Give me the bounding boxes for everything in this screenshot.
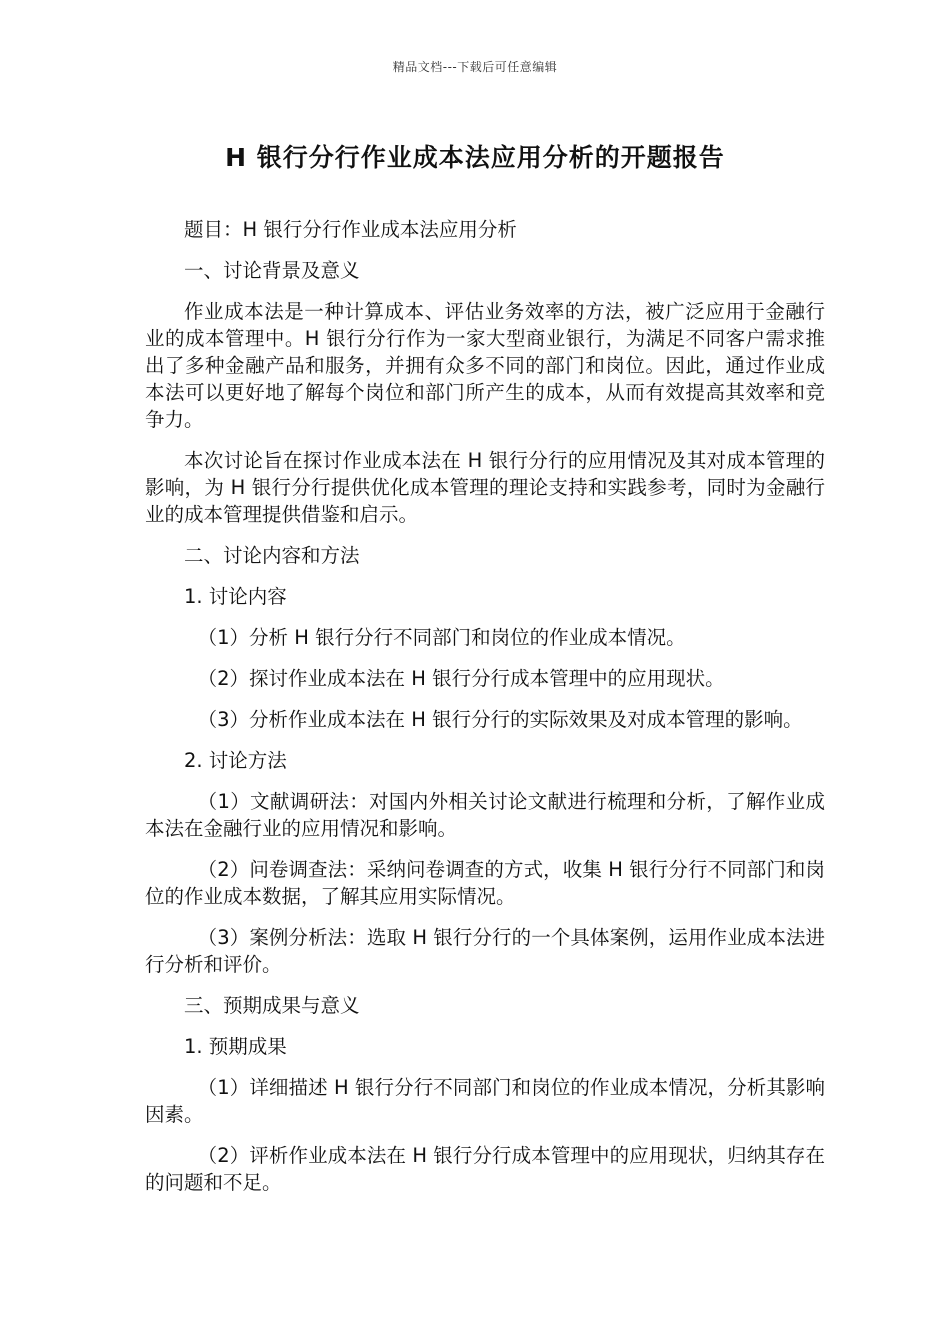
paragraph-background: 作业成本法是一种计算成本、评估业务效率的方法，被广泛应用于金融行业的成本管理中。H 银行分行作为一家大型商业银行，为满足不同客户需求推出了多种金融产品和服务，并拥有众多不同的部门和岗位。因此，通过作业成本法可以更好地了解每个岗位和部门所产生的成本，从而有效提高其效率和竞争力。: [145, 300, 825, 431]
method-item-3: （3）案例分析法：选取 H 银行分行的一个具体案例，运用作业成本法进行分析和评价。: [145, 926, 825, 976]
subheading-results: 1. 预期成果: [184, 1035, 287, 1058]
content-item-3: （3）分析作业成本法在 H 银行分行的实际效果及对成本管理的影响。: [197, 708, 803, 731]
document-title: H 银行分行作业成本法应用分析的开题报告: [225, 143, 725, 172]
content-item-2: （2）探讨作业成本法在 H 银行分行成本管理中的应用现状。: [197, 667, 725, 690]
method-item-2: （2）问卷调查法：采纳问卷调查的方式，收集 H 银行分行不同部门和岗位的作业成本数据，了解其应用实际情况。: [145, 858, 825, 908]
subheading-content: 1. 讨论内容: [184, 585, 287, 608]
method-item-1: （1）文献调研法：对国内外相关讨论文献进行梳理和分析，了解作业成本法在金融行业的应用情况和影响。: [145, 790, 825, 840]
section-heading-3: 三、预期成果与意义: [184, 994, 360, 1017]
result-item-1: （1）详细描述 H 银行分行不同部门和岗位的作业成本情况，分析其影响因素。: [145, 1076, 825, 1126]
subheading-method: 2. 讨论方法: [184, 749, 287, 772]
header-note: 精品文档---下载后可任意编辑: [392, 60, 558, 74]
section-heading-1: 一、讨论背景及意义: [184, 259, 360, 282]
topic-line: 题目：H 银行分行作业成本法应用分析: [184, 218, 517, 241]
result-item-2: （2）评析作业成本法在 H 银行分行成本管理中的应用现状，归纳其存在的问题和不足。: [145, 1144, 825, 1194]
content-item-1: （1）分析 H 银行分行不同部门和岗位的作业成本情况。: [197, 626, 686, 649]
document-body: [145, 216, 825, 1210]
paragraph-purpose: 本次讨论旨在探讨作业成本法在 H 银行分行的应用情况及其对成本管理的影响，为 H 银行分行提供优化成本管理的理论支持和实践参考，同时为金融行业的成本管理提供借鉴和启示。: [145, 449, 825, 526]
section-heading-2: 二、讨论内容和方法: [184, 544, 360, 567]
